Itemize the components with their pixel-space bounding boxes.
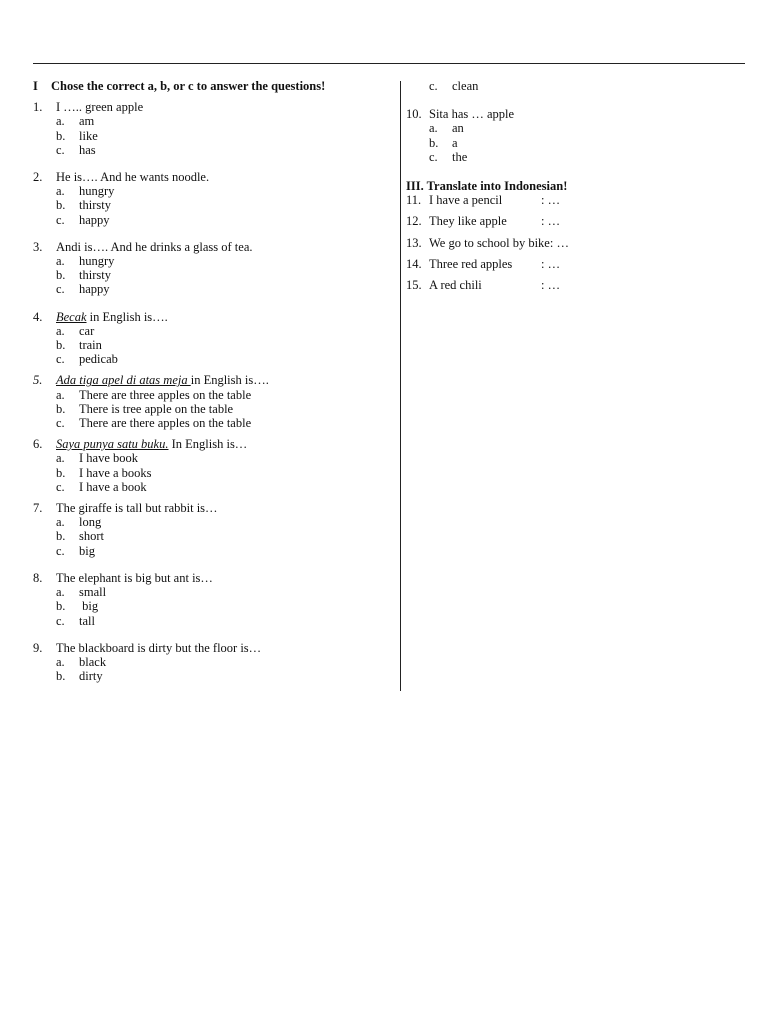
option-text: big bbox=[79, 543, 95, 558]
question-text: The elephant is big but ant is… bbox=[56, 570, 213, 585]
item-answer: : … bbox=[541, 278, 561, 293]
translation-item bbox=[406, 236, 746, 250]
indonesian-phrase: Saya punya satu buku. bbox=[56, 437, 169, 452]
question-9 bbox=[33, 641, 395, 684]
item-number: 15. bbox=[406, 278, 422, 293]
option-text: black bbox=[79, 654, 107, 669]
item-answer: : … bbox=[541, 256, 561, 271]
option-text: There is tree apple on the table bbox=[79, 401, 234, 416]
option-letter: a. bbox=[56, 387, 65, 402]
question-4 bbox=[33, 310, 395, 367]
translation-item bbox=[406, 278, 746, 292]
section-1-numeral: I bbox=[33, 79, 38, 93]
option-letter: c. bbox=[56, 352, 65, 367]
option-letter: a. bbox=[56, 585, 65, 600]
option-text: thirsty bbox=[79, 198, 111, 213]
question-5 bbox=[33, 373, 395, 430]
option-text: thirsty bbox=[79, 268, 111, 283]
option-letter: c. bbox=[56, 142, 65, 157]
option-text: dirty bbox=[79, 669, 103, 684]
question-text: in English is…. bbox=[190, 373, 269, 388]
option-text: has bbox=[79, 142, 96, 157]
option-letter: b. bbox=[56, 198, 66, 213]
section-1-heading bbox=[33, 79, 395, 93]
option-letter: b. bbox=[56, 669, 66, 684]
question-9-continued bbox=[406, 79, 746, 93]
option-letter: a. bbox=[56, 515, 65, 530]
option-letter: b. bbox=[56, 401, 66, 416]
option-letter: c. bbox=[56, 212, 65, 227]
option-letter: a. bbox=[56, 323, 65, 338]
question-1 bbox=[33, 100, 395, 157]
item-number: 11. bbox=[406, 193, 422, 208]
translation-item bbox=[406, 257, 746, 271]
item-answer: … bbox=[553, 235, 569, 250]
item-text: We go to school by bike: bbox=[429, 235, 554, 250]
option-letter: b. bbox=[56, 465, 66, 480]
question-text: He is…. And he wants noodle. bbox=[56, 170, 210, 185]
option-letter: c. bbox=[56, 479, 65, 494]
option-text: big bbox=[79, 599, 99, 614]
option-text: train bbox=[79, 338, 102, 353]
option-text: like bbox=[79, 128, 98, 143]
option-letter: a. bbox=[56, 654, 65, 669]
question-text: in English is…. bbox=[86, 309, 168, 324]
option-letter: a. bbox=[429, 121, 438, 136]
option-text: happy bbox=[79, 212, 110, 227]
option-letter: c. bbox=[56, 282, 65, 297]
question-3 bbox=[33, 240, 395, 297]
column-divider bbox=[400, 81, 401, 691]
option-text: the bbox=[452, 149, 468, 164]
translation-item bbox=[406, 214, 746, 228]
option-text: I have book bbox=[79, 451, 139, 466]
option-letter: b. bbox=[56, 338, 66, 353]
question-7 bbox=[33, 501, 395, 558]
question-text: Sita has … apple bbox=[429, 107, 515, 122]
indonesian-phrase: Becak bbox=[56, 309, 87, 324]
option-letter: a. bbox=[56, 451, 65, 466]
option-letter: b. bbox=[56, 128, 66, 143]
item-text: A red chili bbox=[429, 278, 482, 293]
right-column bbox=[406, 79, 746, 299]
option-letter: a. bbox=[56, 114, 65, 129]
question-2 bbox=[33, 170, 395, 227]
option-letter: c. bbox=[429, 79, 438, 93]
question-number: 3. bbox=[33, 239, 43, 254]
question-6 bbox=[33, 437, 395, 494]
translation-list bbox=[406, 193, 746, 292]
question-10 bbox=[406, 107, 746, 164]
indonesian-phrase: Ada tiga apel di atas meja bbox=[56, 373, 191, 388]
option-text: tall bbox=[79, 613, 95, 628]
question-number: 9. bbox=[33, 640, 43, 655]
question-text: The blackboard is dirty but the floor is… bbox=[56, 640, 262, 655]
question-text: Andi is…. And he drinks a glass of tea. bbox=[56, 239, 253, 254]
item-number: 14. bbox=[406, 256, 422, 271]
option-letter: a. bbox=[56, 184, 65, 199]
option-text: hungry bbox=[79, 184, 115, 199]
question-number: 10. bbox=[406, 107, 422, 122]
question-number: 1. bbox=[33, 100, 43, 115]
option-text: pedicab bbox=[79, 352, 118, 367]
question-number: 5. bbox=[33, 373, 43, 388]
option-text: I have a book bbox=[79, 479, 147, 494]
option-text: clean bbox=[452, 79, 479, 93]
section-3-heading: III. Translate into Indonesian! bbox=[406, 179, 568, 194]
option-text: There are there apples on the table bbox=[79, 416, 252, 431]
question-number: 8. bbox=[33, 570, 43, 585]
question-text: I ….. green apple bbox=[56, 100, 144, 115]
question-number: 2. bbox=[33, 170, 43, 185]
question-number: 6. bbox=[33, 437, 43, 452]
option-letter: b. bbox=[56, 529, 66, 544]
item-text: I have a pencil bbox=[429, 193, 503, 208]
option-text: I have a books bbox=[79, 465, 152, 480]
item-number: 12. bbox=[406, 214, 422, 229]
question-text: In English is… bbox=[168, 437, 248, 452]
translation-item bbox=[406, 193, 746, 207]
option-letter: a. bbox=[56, 254, 65, 269]
left-column bbox=[33, 79, 395, 696]
option-text: hungry bbox=[79, 254, 115, 269]
option-letter: c. bbox=[429, 149, 438, 164]
question-8 bbox=[33, 571, 395, 628]
option-text: short bbox=[79, 529, 104, 544]
option-text: am bbox=[79, 114, 95, 129]
option-letter: b. bbox=[429, 135, 439, 150]
item-answer: : … bbox=[541, 193, 561, 208]
item-text: Three red apples bbox=[429, 256, 513, 271]
section-1-title: Chose the correct a, b, or c to answer the questions! bbox=[51, 79, 326, 93]
question-number: 7. bbox=[33, 501, 43, 516]
item-number: 13. bbox=[406, 235, 422, 250]
option-text: happy bbox=[79, 282, 110, 297]
option-text: car bbox=[79, 323, 95, 338]
option-text: There are three apples on the table bbox=[79, 387, 252, 402]
option-letter: b. bbox=[56, 268, 66, 283]
question-text: The giraffe is tall but rabbit is… bbox=[56, 501, 218, 516]
option-text: an bbox=[452, 121, 464, 136]
item-answer: : … bbox=[541, 214, 561, 229]
option-text: small bbox=[79, 585, 107, 600]
top-rule bbox=[33, 63, 745, 64]
option-letter: c. bbox=[56, 543, 65, 558]
option-text: long bbox=[79, 515, 102, 530]
item-text: They like apple bbox=[429, 214, 507, 229]
option-letter: c. bbox=[56, 416, 65, 431]
option-letter: c. bbox=[56, 613, 65, 628]
option-letter: b. bbox=[56, 599, 66, 614]
question-number: 4. bbox=[33, 309, 43, 324]
option-text: a bbox=[452, 135, 458, 150]
